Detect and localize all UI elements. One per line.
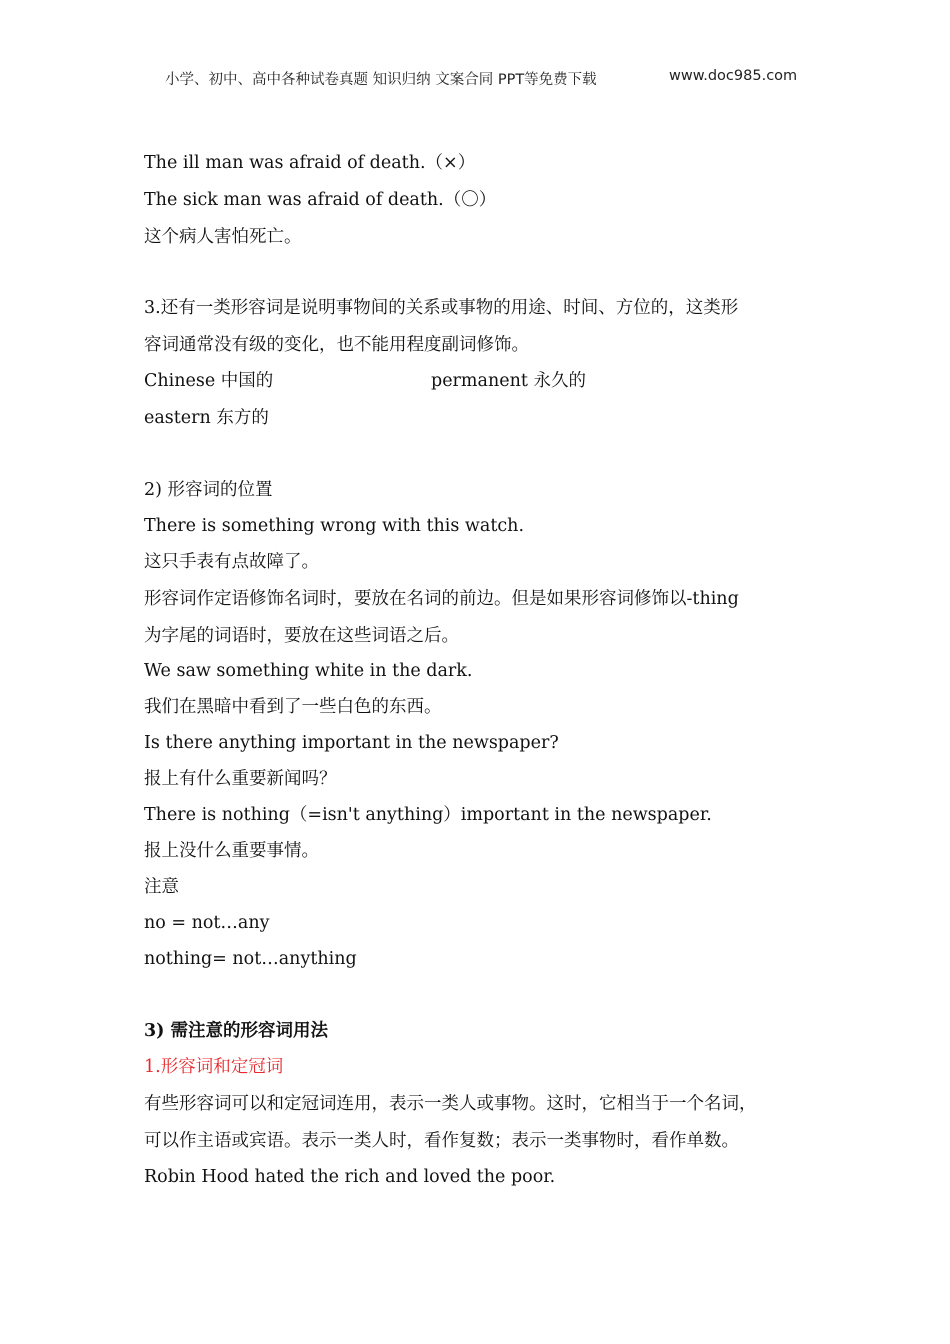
ex3-chinese: 报上有什么重要新闻吗？ [144, 769, 337, 789]
ex4-chinese: 报上没什么重要事情。 [144, 841, 319, 861]
section3-heading: 3) 需注意的形容词用法 [144, 1021, 329, 1041]
point3-text-line1: 3.还有一类形容词是说明事物间的关系或事物的用途、时间、方位的，这类形 [144, 298, 739, 318]
sick-sentence: The sick man was afraid of death.（〇） [144, 190, 497, 210]
header-url: www.doc985.com [669, 68, 798, 84]
section3-text-line1: 有些形容词可以和定冠词连用，表示一类人或事物。这时，它相当于一个名词， [144, 1094, 757, 1114]
ex4-english: There is nothing（=isn't anything）important in the newspaper. [144, 805, 712, 825]
section3-example: Robin Hood hated the rich and loved the poor. [144, 1167, 556, 1187]
section3-subheading: 1.形容词和定冠词 [144, 1057, 284, 1077]
ex2-chinese: 我们在黑暗中看到了一些白色的东西。 [144, 697, 442, 717]
section2-heading: 2) 形容词的位置 [144, 480, 273, 500]
header-text: 小学、初中、高中各种试卷真题 知识归纳 文案合同 PPT等免费下载 [165, 72, 597, 88]
rule-line2: 为字尾的词语时，要放在这些词语之后。 [144, 626, 459, 646]
ex1-chinese: 这只手表有点故障了。 [144, 552, 319, 572]
note-nothing: nothing= not…anything [144, 949, 357, 969]
sick-translation: 这个病人害怕死亡。 [144, 227, 302, 247]
ill-sentence: The ill man was afraid of death.（×） [144, 153, 476, 173]
example-eastern: eastern 东方的 [144, 408, 269, 428]
example-permanent: permanent 永久的 [431, 371, 586, 391]
note-no: no = not…any [144, 913, 270, 933]
note-label: 注意 [144, 877, 179, 897]
section3-text-line2: 可以作主语或宾语。表示一类人时，看作复数；表示一类事物时，看作单数。 [144, 1131, 739, 1151]
ex2-english: We saw something white in the dark. [144, 661, 473, 681]
point3-text-line2: 容词通常没有级的变化，也不能用程度副词修饰。 [144, 335, 529, 355]
ex1-english: There is something wrong with this watch. [144, 516, 525, 536]
rule-line1: 形容词作定语修饰名词时，要放在名词的前边。但是如果形容词修饰以-thing [144, 589, 739, 609]
example-row [144, 369, 586, 393]
example-chinese: Chinese 中国的 [144, 371, 274, 391]
ex3-english: Is there anything important in the newspaper? [144, 733, 559, 753]
